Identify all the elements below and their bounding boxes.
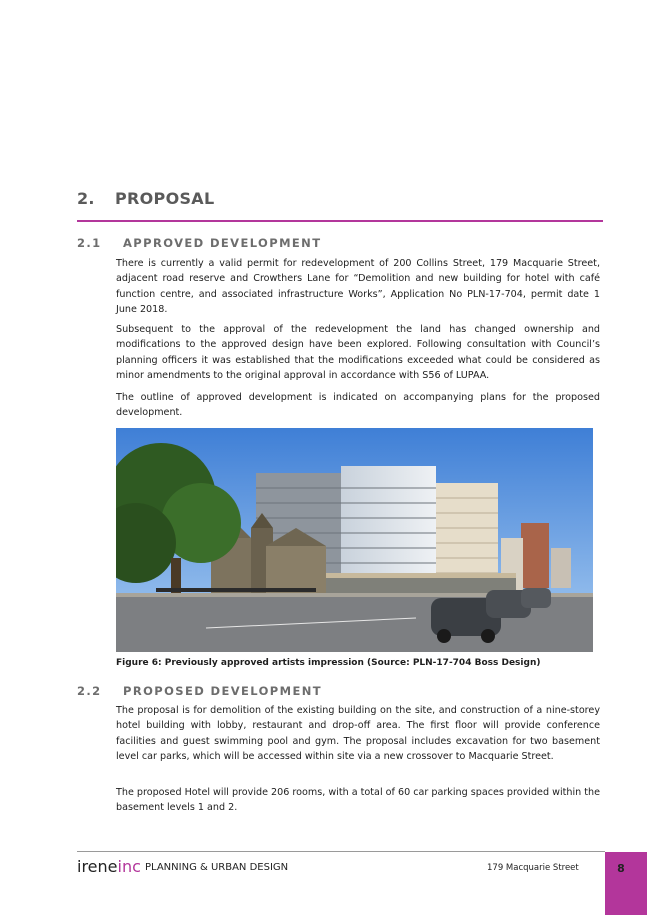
paragraph: The proposal is for demolition of the existing building on the site, and construction of a nine-storey hotel building with lobby, restaurant and drop-off area. The first floor will provide conference facilities and guest swimming pool and gym. The proposal includes excavation for two basement level car parks, which will be accessed within site via a new crossover to Macquarie Street. bbox=[116, 705, 600, 763]
logo-accent: inc bbox=[117, 857, 141, 876]
subsection-heading-proposed bbox=[77, 684, 322, 698]
paragraph: Subsequent to the approval of the redevelopment the land has changed ownership and modifications to the approved design have been explored. Following consultation with Council’s planning officers it was established that the modifications exceeded what could be considered as minor amendments to the original approval in accordance with S56 of LUPAA. bbox=[116, 324, 600, 382]
section-title: PROPOSAL bbox=[115, 189, 215, 208]
section-heading bbox=[77, 189, 214, 208]
paragraph: The outline of approved development is indicated on accompanying plans for the proposed development. bbox=[116, 392, 600, 419]
subsection-number: 2.1 bbox=[77, 236, 102, 250]
section-divider bbox=[77, 220, 603, 222]
section-number: 2. bbox=[77, 189, 95, 208]
logo-main: irene bbox=[77, 857, 118, 876]
subsection-title: PROPOSED DEVELOPMENT bbox=[123, 684, 323, 698]
page-number-tab bbox=[605, 852, 647, 915]
figure-caption: Figure 6: Previously approved artists impression (Source: PLN-17-704 Boss Design) bbox=[116, 658, 541, 668]
subsection-number: 2.2 bbox=[77, 684, 102, 698]
footer-tagline: PLANNING & URBAN DESIGN bbox=[145, 862, 289, 873]
company-logo bbox=[77, 857, 141, 876]
paragraph: There is currently a valid permit for redevelopment of 200 Collins Street, 179 Macquarie Street, adjacent road reserve and Crowthers Lane for “Demolition and new building for hotel with café function centre, and associated infrastructure Works”, Application No PLN-17-704, permit date 1 June 2018. bbox=[116, 258, 600, 316]
subsection-heading-approved bbox=[77, 236, 321, 250]
building-illustration bbox=[116, 428, 593, 652]
footer-street: 179 Macquarie Street bbox=[487, 863, 579, 873]
paragraph: The proposed Hotel will provide 206 rooms, with a total of 60 car parking spaces provided within the basement levels 1 and 2. bbox=[116, 787, 600, 814]
subsection-title: APPROVED DEVELOPMENT bbox=[123, 236, 322, 250]
artist-impression-image bbox=[116, 428, 593, 652]
page-number: 8 bbox=[617, 862, 625, 875]
footer-divider bbox=[77, 851, 605, 852]
